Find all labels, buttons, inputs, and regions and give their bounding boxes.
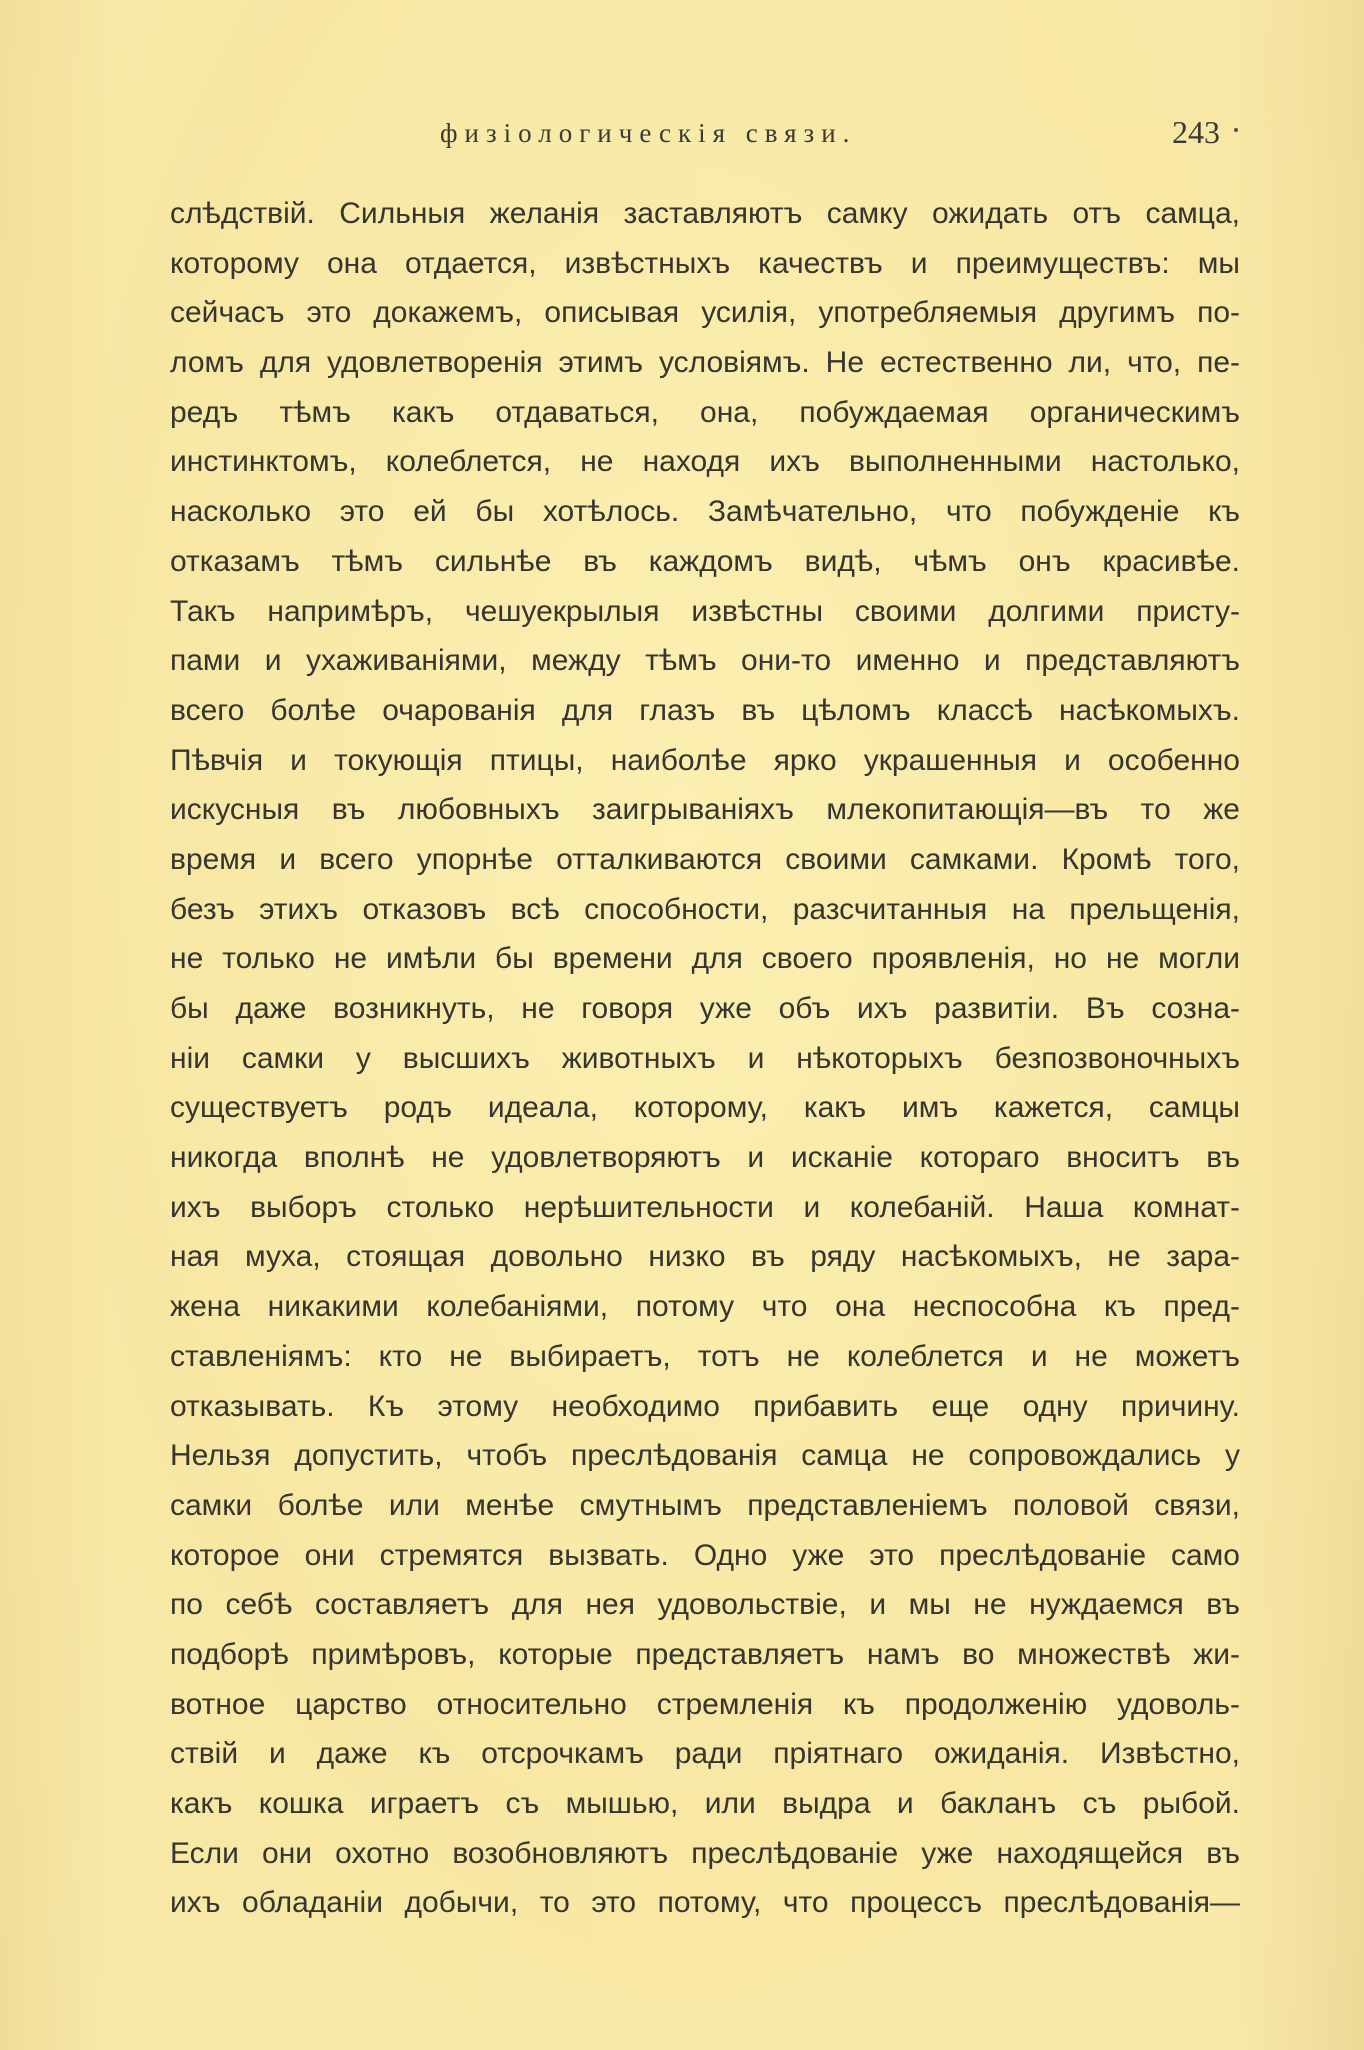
text-line: Пѣвчiя и токующiя птицы, наиболѣе ярко украшенныя и особенно xyxy=(170,743,1240,777)
text-line: какъ кошка играетъ съ мышью, или выдра и бакланъ съ рыбой. xyxy=(170,1787,1240,1820)
text-line: ихъ обладанiи добычи, то это потому, что процессъ преслѣдованiя— xyxy=(170,1886,1240,1920)
text-line: ствiй и даже къ отсрочкамъ ради прiятнаго ожиданiя. Извѣстно, xyxy=(170,1737,1240,1771)
text-line: Если они охотно возобновляютъ преслѣдованiе уже находящейся въ xyxy=(170,1836,1240,1870)
text-line: которому она отдается, извѣстныхъ качествъ и преимуществъ: мы xyxy=(170,246,1240,280)
text-line: насколько это ей бы хотѣлось. Замѣчательно, что побужденiе къ xyxy=(170,495,1240,529)
text-line: самки болѣе или менѣе смутнымъ представленiемъ половой связи, xyxy=(170,1488,1240,1522)
text-line: нiи самки у высшихъ животныхъ и нѣкоторыхъ безпозвоночныхъ xyxy=(170,1041,1240,1075)
text-line: время и всего упорнѣе отталкиваются своими самками. Кромѣ того, xyxy=(170,842,1240,876)
text-line: не только не имѣли бы времени для своего проявленiя, но не могли xyxy=(170,942,1240,976)
text-line: никогда вполнѣ не удовлетворяютъ и исканiе котораго вноситъ въ xyxy=(170,1141,1240,1175)
page-number: 243 xyxy=(1172,114,1220,150)
text-line: Такъ напримѣръ, чешуекрылыя извѣстны своими долгими присту- xyxy=(170,594,1240,628)
text-line: жена никакими колебанiями, потому что она неспособна къ пред- xyxy=(170,1290,1240,1324)
text-line: отказывать. Къ этому необходимо прибавить еще одну причину. xyxy=(170,1389,1240,1423)
text-line: безъ этихъ отказовъ всѣ способности, разсчитанныя на прельщенiя, xyxy=(170,892,1240,926)
text-line: пами и ухаживанiями, между тѣмъ они-то именно и представляютъ xyxy=(170,644,1240,678)
text-line: которое они стремятся вызвать. Одно уже это преслѣдованiе само xyxy=(170,1538,1240,1572)
body-text xyxy=(170,189,1240,1928)
running-title: физiологическiя связи. xyxy=(440,118,857,148)
text-line: подборѣ примѣровъ, которые представляетъ намъ во множествѣ жи- xyxy=(170,1637,1240,1671)
text-line: отказамъ тѣмъ сильнѣе въ каждомъ видѣ, чѣмъ онъ красивѣе. xyxy=(170,544,1240,578)
text-line: всего болѣе очарованiя для глазъ въ цѣломъ классѣ насѣкомыхъ. xyxy=(170,693,1240,727)
text-line: вотное царство относительно стремленiя къ продолженiю удоволь- xyxy=(170,1687,1240,1721)
text-line: существуетъ родъ идеала, которому, какъ имъ кажется, самцы xyxy=(170,1091,1240,1125)
text-line: ная муха, стоящая довольно низко въ ряду насѣкомыхъ, не зара- xyxy=(170,1240,1240,1274)
text-line: ставленiямъ: кто не выбираетъ, тотъ не колеблется и не можетъ xyxy=(170,1339,1240,1373)
text-line: Нельзя допустить, чтобъ преслѣдованiя самца не сопровождались у xyxy=(170,1439,1240,1473)
text-line: сейчасъ это докажемъ, описывая усилiя, употребляемыя другимъ по- xyxy=(170,296,1240,330)
ink-dot xyxy=(1234,128,1238,132)
text-line: редъ тѣмъ какъ отдаваться, она, побуждаемая органическимъ xyxy=(170,395,1240,429)
text-line: слѣдствiй. Сильныя желанiя заставляютъ самку ожидать отъ самца, xyxy=(170,197,1240,230)
text-line: бы даже возникнуть, не говоря уже объ ихъ развитiи. Въ созна- xyxy=(170,992,1240,1025)
text-line: искусныя въ любовныхъ заигрыванiяхъ млекопитающiя—въ то же xyxy=(170,793,1240,827)
text-line: ломъ для удовлетворенiя этимъ условiямъ. Не естественно ли, что, пе- xyxy=(170,346,1240,380)
page-header xyxy=(170,114,1260,158)
text-line: инстинктомъ, колеблется, не находя ихъ выполненными настолько, xyxy=(170,445,1240,479)
text-line: ихъ выборъ столько нерѣшительности и колебанiй. Наша комнат- xyxy=(170,1190,1240,1224)
text-line: по себѣ составляетъ для нея удовольствiе, и мы не нуждаемся въ xyxy=(170,1588,1240,1622)
